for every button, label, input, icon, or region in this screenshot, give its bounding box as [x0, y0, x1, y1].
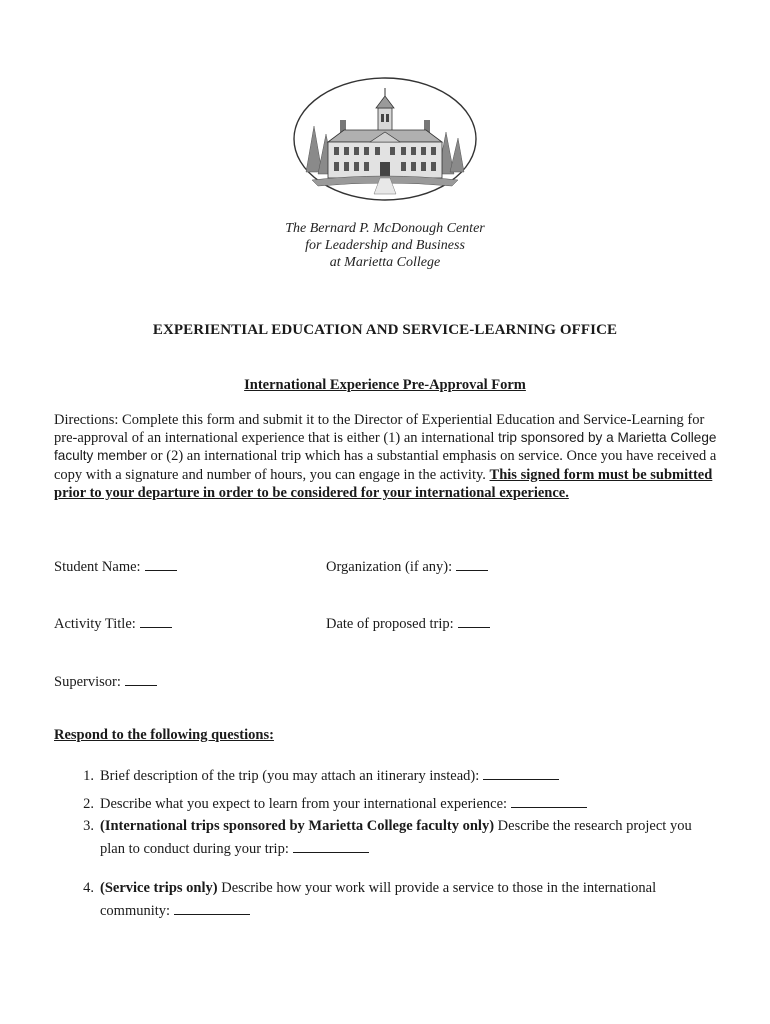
question-2: [72, 793, 712, 816]
building-engraving: [292, 76, 478, 202]
question-2-blank[interactable]: [511, 795, 587, 808]
date-of-trip-blank[interactable]: [458, 615, 490, 628]
question-4: [72, 877, 712, 923]
student-name-label: Student Name:: [54, 559, 141, 575]
question-3: [72, 815, 712, 861]
question-1-text: Brief description of the trip (you may attach an itinerary instead):: [100, 768, 480, 784]
directions-trip-sponsored: trip sponsored by a Marietta College faculty member: [54, 430, 717, 464]
student-name-blank[interactable]: [145, 558, 177, 571]
question-2-text: Describe what you expect to learn from your international experience:: [100, 796, 508, 812]
form-title: International Experience Pre-Approval Form: [244, 377, 526, 393]
question-3-bold: (International trips sponsored by Marietta College faculty only): [100, 818, 495, 834]
office-title: EXPERIENTIAL EDUCATION AND SERVICE-LEARNING OFFICE: [152, 322, 618, 338]
date-of-trip-field: [326, 615, 490, 633]
supervisor-blank[interactable]: [125, 673, 157, 686]
question-1-blank[interactable]: [483, 767, 559, 780]
date-of-trip-label: Date of proposed trip:: [326, 616, 454, 632]
activity-title-blank[interactable]: [140, 615, 172, 628]
organization-blank[interactable]: [456, 558, 488, 571]
question-2-number: 2.: [83, 796, 94, 812]
directions-text-1: Directions: Complete this form and submit it to the Director of Experiential Education and Service-Learning for pre-approval of an international experience that is either (1) an international: [54, 412, 705, 447]
question-1-number: 1.: [83, 768, 94, 784]
question-1: [72, 765, 712, 788]
question-4-text: Describe how your work will provide a service to those in the international community:: [100, 880, 657, 919]
question-3-text: Describe the research project you plan to conduct during your trip:: [100, 818, 692, 857]
directions-paragraph: [54, 411, 724, 502]
question-4-number: 4.: [83, 880, 94, 896]
org-line-1: The Bernard P. McDonough Center: [285, 221, 485, 236]
org-line-2: for Leadership and Business: [305, 238, 465, 253]
question-3-number: 3.: [83, 818, 94, 834]
organization-field: [326, 558, 488, 576]
activity-title-label: Activity Title:: [54, 616, 136, 632]
student-name-field: [54, 558, 177, 576]
supervisor-field: [54, 673, 157, 691]
question-4-blank[interactable]: [174, 902, 250, 915]
questions-heading: Respond to the following questions:: [54, 727, 274, 743]
directions-emphasis: This signed form must be submitted prior to your departure in order to be considered for your international experience.: [54, 466, 713, 501]
organization-label: Organization (if any):: [326, 559, 453, 575]
directions-text-2: or (2) an international trip which has a substantial emphasis on service. Once you have received a copy with a signature and number of hours, you can engage in the activity.: [54, 448, 717, 483]
org-line-3: at Marietta College: [329, 255, 441, 270]
college-building-logo: [292, 76, 478, 202]
activity-title-field: [54, 615, 172, 633]
question-4-bold: (Service trips only): [100, 880, 218, 896]
supervisor-label: Supervisor:: [54, 674, 121, 690]
question-3-blank[interactable]: [293, 840, 369, 853]
